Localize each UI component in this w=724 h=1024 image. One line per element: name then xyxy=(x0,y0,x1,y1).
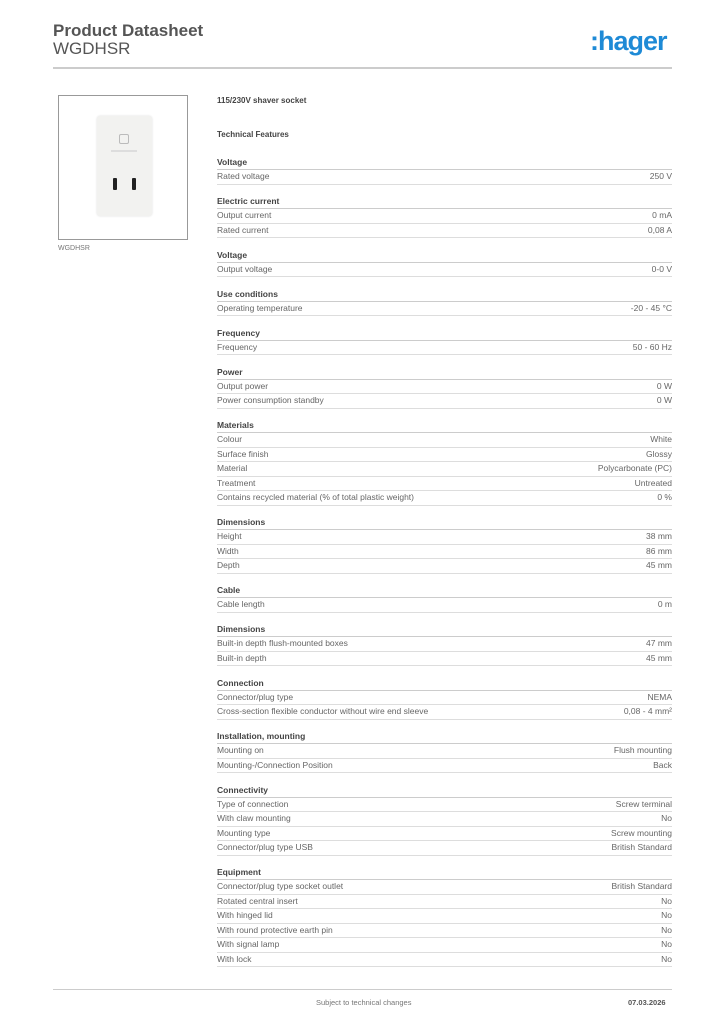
feature-label: Output voltage xyxy=(217,263,273,274)
feature-row xyxy=(217,798,672,813)
feature-row xyxy=(217,380,672,395)
feature-label: Surface finish xyxy=(217,448,269,459)
feature-label: Cable length xyxy=(217,599,265,609)
label-strip xyxy=(111,150,137,152)
feature-label: Rated current xyxy=(217,224,269,235)
feature-value: 0 % xyxy=(657,492,672,502)
feature-row xyxy=(217,394,672,409)
feature-value: Polycarbonate (PC) xyxy=(597,463,672,473)
feature-value: British Standard xyxy=(611,842,672,852)
product-image xyxy=(58,95,188,240)
feature-label: Cross-section flexible conductor without wire end sleeve xyxy=(217,706,429,716)
section-heading: Frequency xyxy=(217,326,672,341)
feature-value: Back xyxy=(653,759,672,770)
feature-label: With round protective earth pin xyxy=(217,924,333,935)
feature-section xyxy=(217,729,672,773)
feature-value: 0 W xyxy=(656,395,672,405)
feature-section xyxy=(217,418,672,506)
feature-row xyxy=(217,263,672,278)
feature-value: No xyxy=(661,813,672,823)
feature-label: Height xyxy=(217,531,242,541)
feature-label: Frequency xyxy=(217,341,258,352)
feature-row xyxy=(217,827,672,842)
feature-section xyxy=(217,194,672,238)
feature-label: Material xyxy=(217,463,248,473)
section-heading: Voltage xyxy=(217,155,672,170)
feature-label: With signal lamp xyxy=(217,939,280,949)
feature-row xyxy=(217,691,672,706)
feature-label: Output power xyxy=(217,380,269,391)
feature-value: 86 mm xyxy=(646,545,672,556)
section-heading: Cable xyxy=(217,583,672,598)
feature-row xyxy=(217,924,672,939)
product-description: 115/230V shaver socket xyxy=(217,96,307,105)
feature-label: Connector/plug type socket outlet xyxy=(217,881,344,891)
feature-row xyxy=(217,841,672,856)
feature-value: 0-0 V xyxy=(651,263,672,274)
section-heading: Power xyxy=(217,365,672,380)
section-heading: Materials xyxy=(217,418,672,433)
feature-label: Mounting on xyxy=(217,745,264,755)
feature-value: Screw terminal xyxy=(615,798,672,809)
footer-date: 07.03.2026 xyxy=(628,998,666,1007)
feature-label: With hinged lid xyxy=(217,910,273,920)
feature-row xyxy=(217,909,672,924)
feature-label: Power consumption standby xyxy=(217,395,324,405)
feature-row xyxy=(217,744,672,759)
feature-value: 0,08 - 4 mm² xyxy=(623,706,672,716)
feature-row xyxy=(217,598,672,613)
product-code: WGDHSR xyxy=(53,39,131,58)
feature-value: 0 m xyxy=(657,599,672,609)
feature-row xyxy=(217,341,672,356)
feature-section xyxy=(217,248,672,278)
socket-pin-right xyxy=(132,178,136,190)
feature-value: 47 mm xyxy=(646,638,672,648)
hager-logo: :hager xyxy=(590,26,667,56)
feature-section xyxy=(217,287,672,317)
feature-label: Treatment xyxy=(217,477,256,488)
feature-label: Depth xyxy=(217,560,240,570)
feature-section xyxy=(217,515,672,574)
feature-label: Operating temperature xyxy=(217,302,303,313)
feature-row xyxy=(217,705,672,720)
feature-row xyxy=(217,559,672,574)
page-title: Product Datasheet xyxy=(53,21,204,40)
feature-row xyxy=(217,938,672,953)
section-heading: Dimensions xyxy=(217,515,672,530)
feature-value: 0 mA xyxy=(652,210,672,220)
footer-divider xyxy=(53,989,672,990)
feature-value: 45 mm xyxy=(646,560,672,570)
socket-pin-left xyxy=(113,178,117,190)
feature-sections xyxy=(217,155,672,967)
feature-value: Glossy xyxy=(646,448,672,459)
section-heading: Use conditions xyxy=(217,287,672,302)
feature-section xyxy=(217,622,672,666)
feature-label: With lock xyxy=(217,953,252,964)
section-heading: Connection xyxy=(217,676,672,691)
feature-row xyxy=(217,433,672,448)
feature-value: -20 - 45 °C xyxy=(630,302,672,313)
feature-row xyxy=(217,895,672,910)
feature-row xyxy=(217,477,672,492)
feature-value: NEMA xyxy=(647,691,672,702)
section-heading: Connectivity xyxy=(217,783,672,798)
feature-value: 45 mm xyxy=(646,652,672,663)
feature-label: Connector/plug type xyxy=(217,691,294,702)
technical-features xyxy=(217,96,672,977)
feature-label: Mounting-/Connection Position xyxy=(217,759,333,770)
feature-label: Width xyxy=(217,545,239,556)
feature-row xyxy=(217,880,672,895)
feature-label: Contains recycled material (% of total plastic weight) xyxy=(217,492,414,502)
feature-value: Flush mounting xyxy=(613,745,672,755)
feature-label: Colour xyxy=(217,434,243,444)
feature-value: 250 V xyxy=(649,171,672,181)
feature-section xyxy=(217,583,672,613)
feature-row xyxy=(217,170,672,185)
feature-section xyxy=(217,783,672,856)
feature-value: Untreated xyxy=(634,477,672,488)
features-heading: Technical Features xyxy=(217,130,289,139)
feature-label: Type of connection xyxy=(217,798,289,809)
feature-value: No xyxy=(661,895,672,906)
feature-label: Built-in depth xyxy=(217,652,267,663)
feature-section xyxy=(217,676,672,720)
feature-value: 0,08 A xyxy=(647,224,672,235)
feature-label: Output current xyxy=(217,210,272,220)
header-divider xyxy=(53,67,672,69)
section-heading: Installation, mounting xyxy=(217,729,672,744)
feature-value: Screw mounting xyxy=(611,827,672,838)
feature-row xyxy=(217,637,672,652)
shaver-icon xyxy=(119,134,129,144)
section-heading: Voltage xyxy=(217,248,672,263)
image-caption: WGDHSR xyxy=(58,245,90,252)
feature-value: British Standard xyxy=(611,881,672,891)
section-heading: Equipment xyxy=(217,865,672,880)
feature-row xyxy=(217,491,672,506)
feature-label: Mounting type xyxy=(217,827,271,838)
feature-value: 0 W xyxy=(656,380,672,391)
feature-label: With claw mounting xyxy=(217,813,291,823)
feature-row xyxy=(217,209,672,224)
feature-value: 50 - 60 Hz xyxy=(632,341,672,352)
section-heading: Electric current xyxy=(217,194,672,209)
feature-label: Rotated central insert xyxy=(217,895,298,906)
feature-label: Connector/plug type USB xyxy=(217,842,313,852)
feature-row xyxy=(217,759,672,774)
feature-row xyxy=(217,224,672,239)
feature-value: No xyxy=(661,910,672,920)
feature-value: No xyxy=(661,953,672,964)
section-heading: Dimensions xyxy=(217,622,672,637)
feature-row xyxy=(217,302,672,317)
feature-value: No xyxy=(661,924,672,935)
feature-row xyxy=(217,545,672,560)
feature-section xyxy=(217,365,672,409)
feature-value: White xyxy=(650,434,672,444)
feature-value: 38 mm xyxy=(646,531,672,541)
feature-value: No xyxy=(661,939,672,949)
footer-note: Subject to technical changes xyxy=(316,998,412,1007)
feature-section xyxy=(217,155,672,185)
feature-label: Built-in depth flush-mounted boxes xyxy=(217,638,348,648)
feature-row xyxy=(217,652,672,667)
feature-row xyxy=(217,953,672,968)
feature-section xyxy=(217,326,672,356)
shaver-socket-plate xyxy=(97,116,152,216)
feature-row xyxy=(217,812,672,827)
feature-row xyxy=(217,448,672,463)
feature-section xyxy=(217,865,672,967)
feature-label: Rated voltage xyxy=(217,171,270,181)
feature-row xyxy=(217,530,672,545)
feature-row xyxy=(217,462,672,477)
